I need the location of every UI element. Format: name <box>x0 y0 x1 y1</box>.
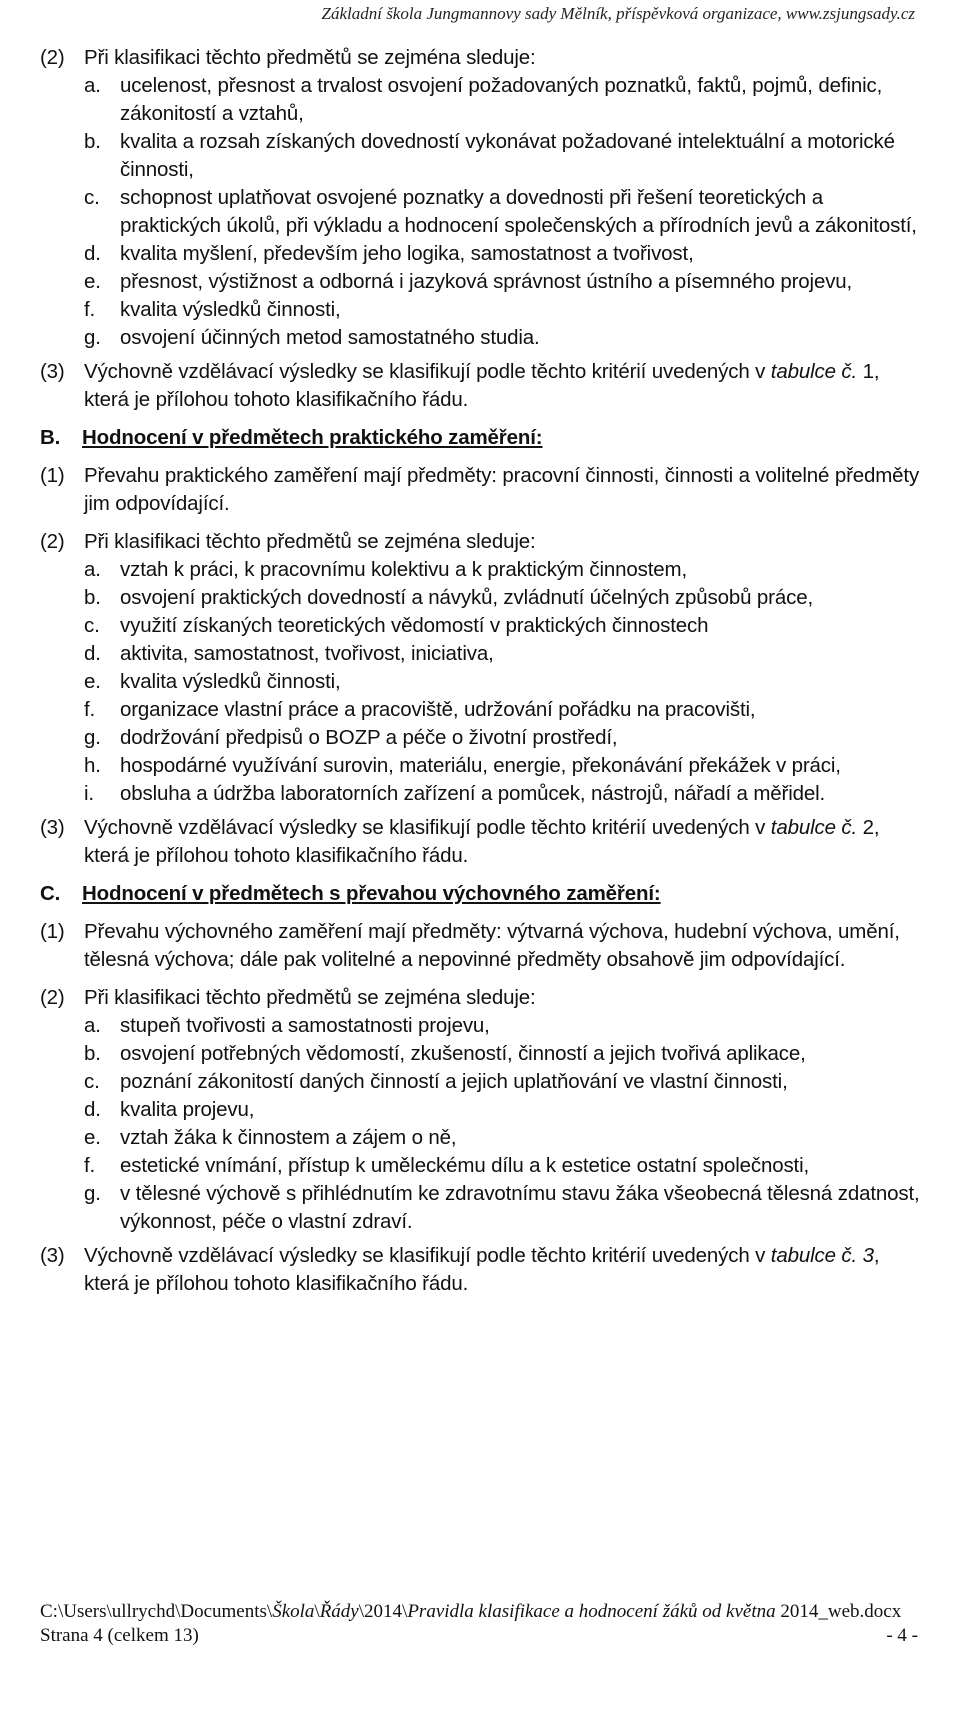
section-title: Hodnocení v předmětech s převahou výchovného zaměření: <box>82 882 661 905</box>
paragraph-number: (2) <box>40 530 65 553</box>
paragraph-c3: (3) Výchovně vzdělávací výsledky se klasifikují podle těchto kritérií uvedených v tabulce č. 3, která je přílohou tohoto klasifikačního řádu. <box>40 1244 880 1295</box>
list-item: d. kvalita myšlení, především jeho logika, samostatnost a tvořivost, <box>84 242 694 265</box>
criteria-list-c <box>40 1012 920 1236</box>
list-item: a. ucelenost, přesnost a trvalost osvojení požadovaných poznatků, faktů, pojmů, definic, zákonitostí a vztahů, <box>84 74 883 125</box>
file-path: C:\Users\ullrychd\Documents\Škola\Řády\2014\Pravidla klasifikace a hodnocení žáků od května 2014_web.docx <box>40 1601 902 1622</box>
document-body <box>40 44 920 1298</box>
page-numbering <box>40 1624 920 1648</box>
criteria-list-b <box>40 556 920 808</box>
list-item: f. organizace vlastní práce a pracoviště, udržování pořádku na pracovišti, <box>84 698 756 721</box>
list-item: d. kvalita projevu, <box>84 1098 255 1121</box>
paragraph-b2: (2) Při klasifikaci těchto předmětů se zejména sleduje: <box>40 528 920 556</box>
paragraph-number: (2) <box>40 46 65 69</box>
paragraph-a2 <box>40 44 920 72</box>
table-reference: tabulce č. <box>770 360 858 383</box>
list-item: g. osvojení účinných metod samostatného studia. <box>84 326 540 349</box>
list-item: e. přesnost, výstižnost a odborná i jazyková správnost ústního a písemného projevu, <box>84 270 853 293</box>
list-item: g. dodržování předpisů o BOZP a péče o životní prostředí, <box>84 726 618 749</box>
list-item: c. využití získaných teoretických vědomostí v praktických činnostech <box>84 614 709 637</box>
section-heading-b <box>40 424 920 452</box>
paragraph-c1: (1) Převahu výchovného zaměření mají předměty: výtvarná výchova, hudební výchova, umění, tělesná výchova; dále pak volitelné a nepovinné předměty obsahově jim odpovídající. <box>40 920 900 971</box>
section-letter: B. <box>40 426 61 449</box>
section-letter: C. <box>40 882 61 905</box>
paragraph-c2: (2) Při klasifikaci těchto předmětů se zejména sleduje: <box>40 984 920 1012</box>
list-item: f. kvalita výsledků činnosti, <box>84 298 341 321</box>
list-item: h. hospodárné využívání surovin, materiálu, energie, překonávání překážek v práci, <box>84 754 841 777</box>
table-reference: tabulce č. <box>770 816 858 839</box>
paragraph-b3: (3) Výchovně vzdělávací výsledky se klasifikují podle těchto kritérií uvedených v tabulce č. 2, která je přílohou tohoto klasifikačního řádu. <box>40 816 880 867</box>
list-item: b. osvojení praktických dovedností a návyků, zvládnutí účelných způsobů práce, <box>84 586 813 609</box>
paragraph-text: Při klasifikaci těchto předmětů se zejména sleduje: <box>84 46 536 69</box>
criteria-list-a <box>40 72 920 352</box>
list-item: i. obsluha a údržba laboratorních zařízení a pomůcek, nástrojů, nářadí a měřidel. <box>84 782 826 805</box>
list-item: a. vztah k práci, k pracovnímu kolektivu a k praktickým činnostem, <box>84 558 688 581</box>
list-item: b. kvalita a rozsah získaných dovedností vykonávat požadované intelektuální a motorické činnosti, <box>84 130 895 181</box>
paragraph-number: (3) <box>40 816 65 839</box>
list-item: c. poznání zákonitostí daných činností a jejich uplatňování ve vlastní činnosti, <box>84 1070 788 1093</box>
paragraph-a3: (3) Výchovně vzdělávací výsledky se klasifikují podle těchto kritérií uvedených v tabulce č. 1, která je přílohou tohoto klasifikačního řádu. <box>40 360 880 411</box>
page-header: Základní škola Jungmannovy sady Mělník, příspěvková organizace, www.zsjungsady.cz <box>321 4 915 23</box>
paragraph-number: (3) <box>40 360 65 383</box>
paragraph-number: (2) <box>40 986 65 1009</box>
page-number: - 4 - <box>886 1625 918 1646</box>
paragraph-b1: (1) Převahu praktického zaměření mají předměty: pracovní činnosti, činnosti a volitelné předměty jim odpovídající. <box>40 464 920 515</box>
section-heading-c <box>40 880 920 908</box>
list-item: c. schopnost uplatňovat osvojené poznatky a dovednosti při řešení teoretických a praktických úkolů, při výkladu a hodnocení společenských a přírodních jevů a zákonitostí, <box>84 186 917 237</box>
paragraph-number: (3) <box>40 1244 65 1267</box>
list-item: e. kvalita výsledků činnosti, <box>84 670 341 693</box>
list-item: d. aktivita, samostatnost, tvořivost, iniciativa, <box>84 642 494 665</box>
section-title: Hodnocení v předmětech praktického zaměření: <box>82 426 543 449</box>
list-item: b. osvojení potřebných vědomostí, zkušeností, činností a jejich tvořivá aplikace, <box>84 1042 806 1065</box>
list-item: f. estetické vnímání, přístup k uměleckému dílu a k estetice ostatní společnosti, <box>84 1154 810 1177</box>
table-reference: tabulce č. 3 <box>770 1244 874 1267</box>
paragraph-number: (1) <box>40 920 65 943</box>
paragraph-number: (1) <box>40 464 65 487</box>
list-item: a. stupeň tvořivosti a samostatnosti projevu, <box>84 1014 490 1037</box>
list-item: g. v tělesné výchově s přihlédnutím ke zdravotnímu stavu žáka všeobecná tělesná zdatnost, výkonnost, péče o vlastní zdraví. <box>84 1182 920 1233</box>
page-footer <box>40 1600 920 1648</box>
page-count: Strana 4 (celkem 13) <box>40 1625 199 1646</box>
list-item: e. vztah žáka k činnostem a zájem o ně, <box>84 1126 457 1149</box>
